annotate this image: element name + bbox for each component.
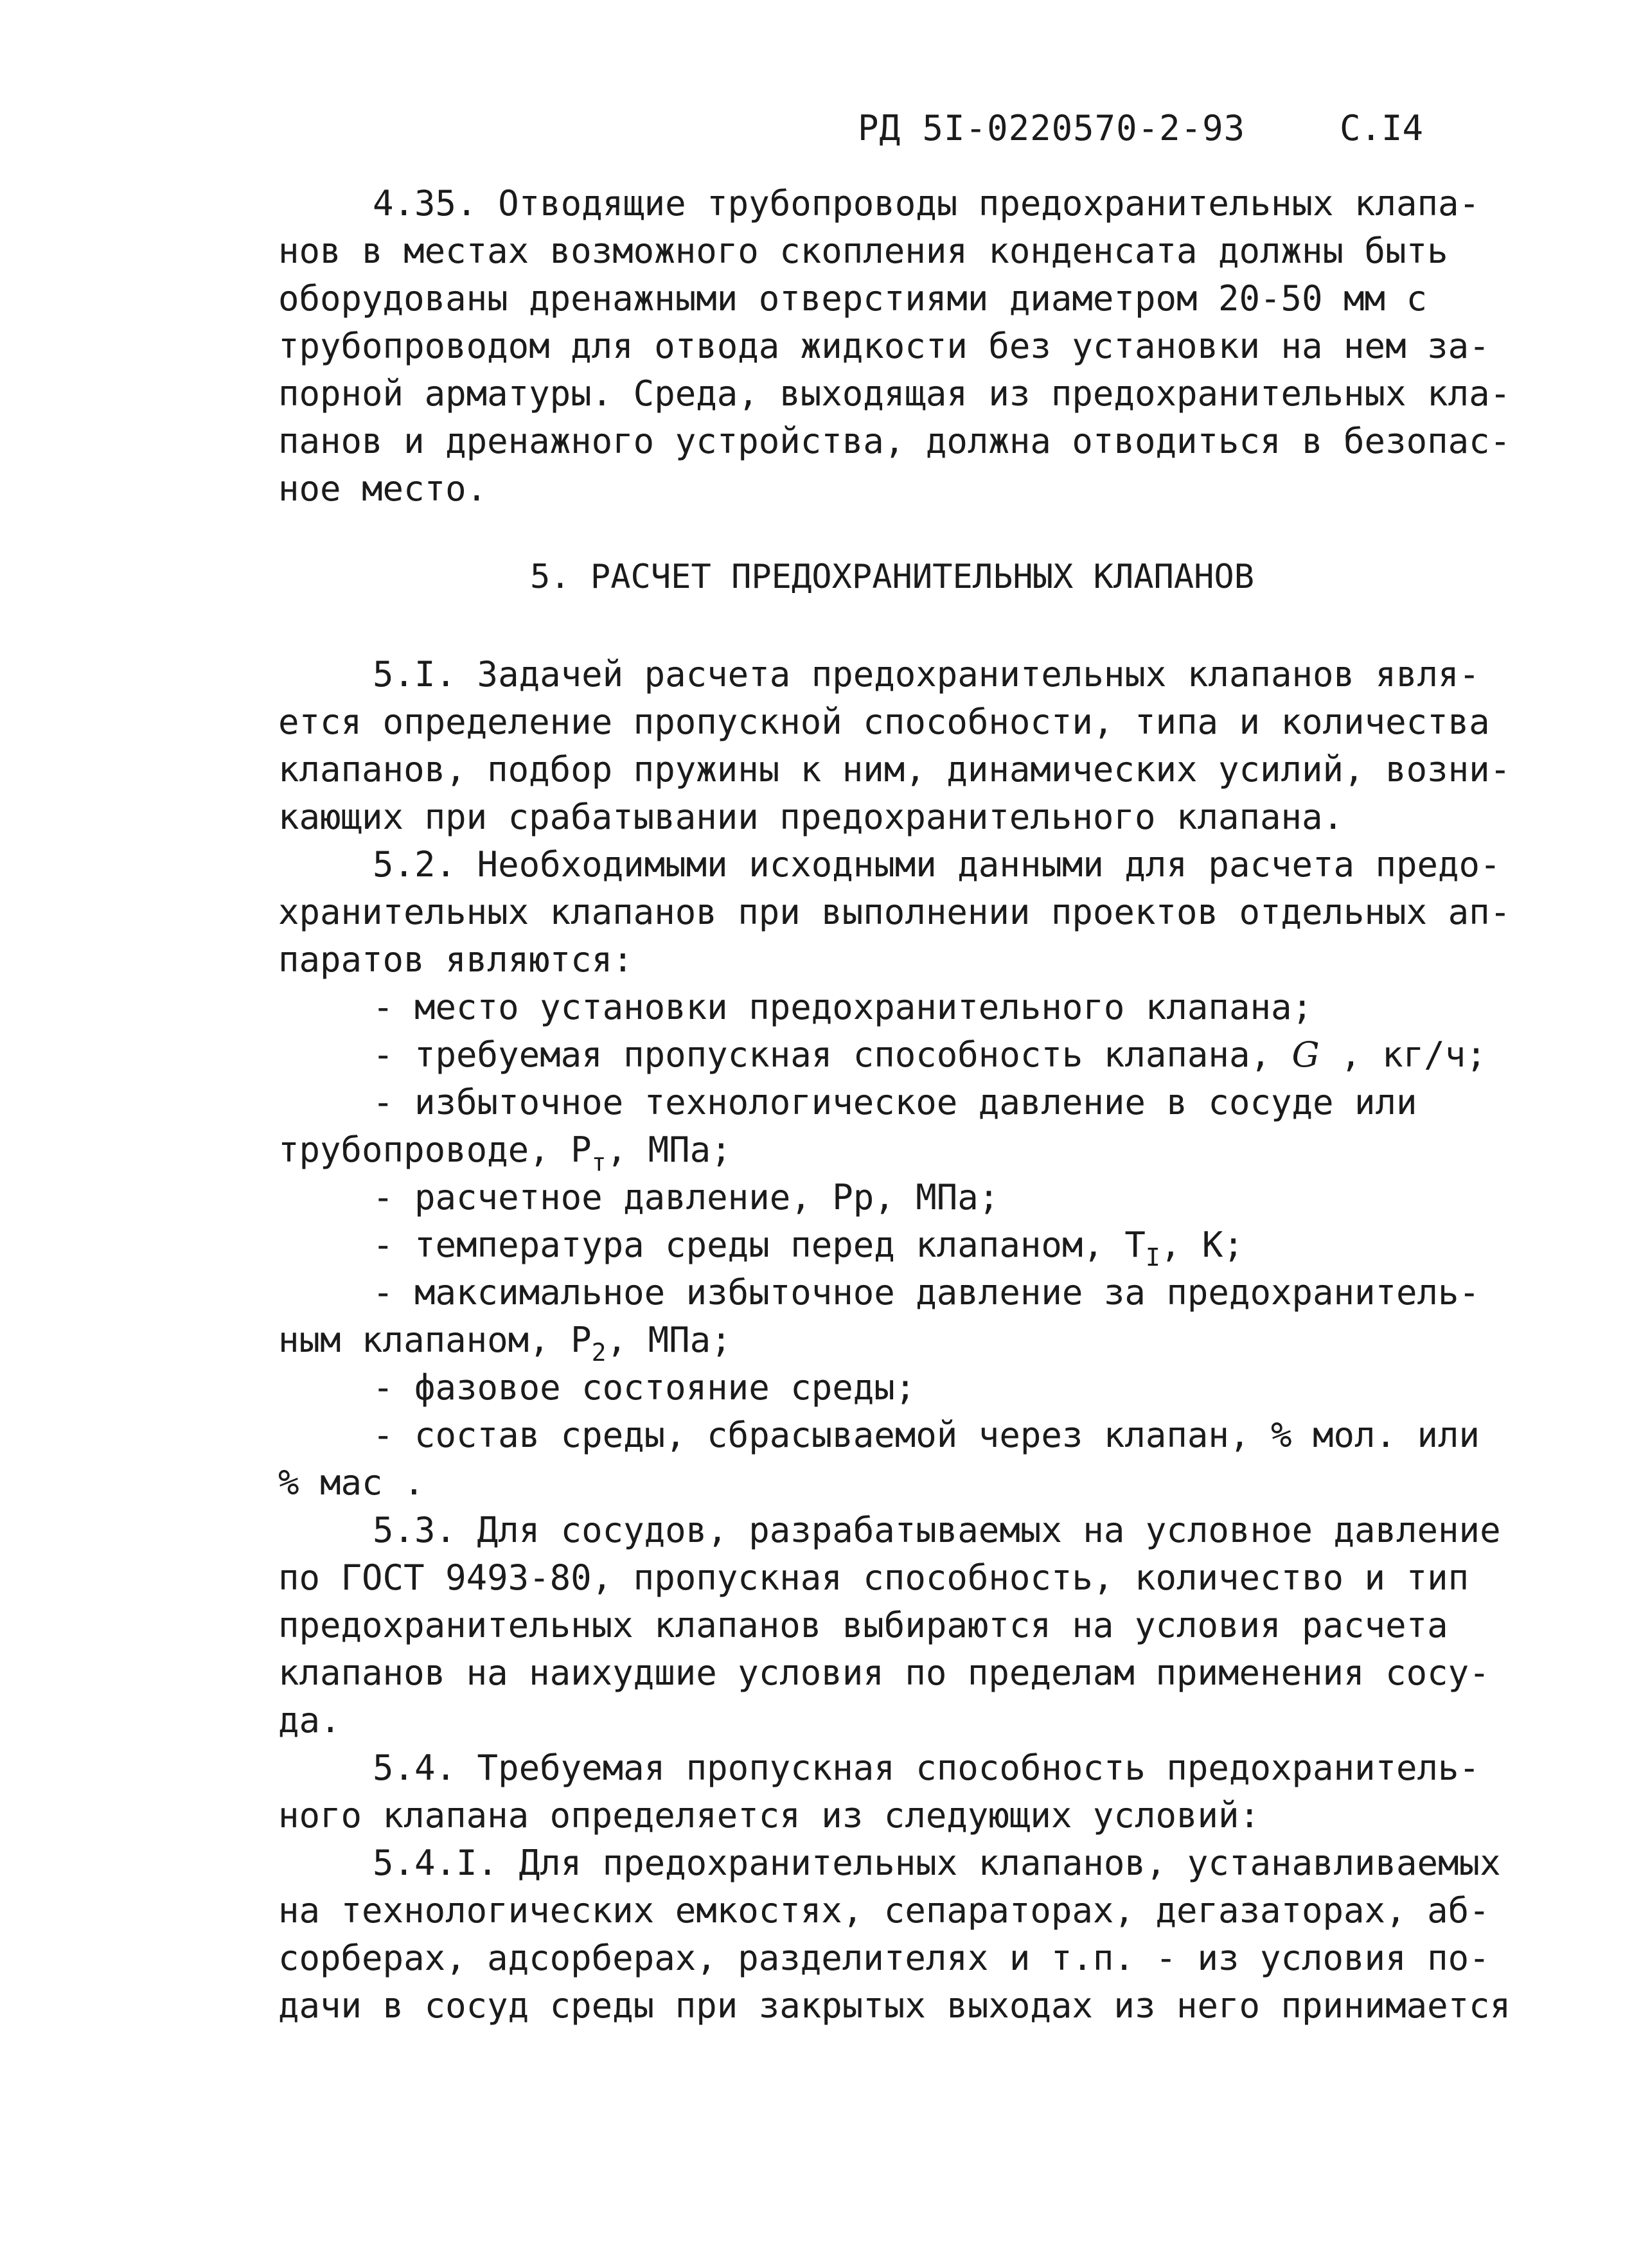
list-item-text: ным клапаном, P — [278, 1320, 592, 1360]
list-item — [373, 1034, 1487, 1075]
text-line: да. — [278, 1700, 341, 1741]
section-heading: 5. РАСЧЕТ ПРЕДОХРАНИТЕЛЬНЫХ КЛАПАНОВ — [530, 558, 1255, 596]
page-number: С.I4 — [1340, 108, 1424, 148]
text-line: 5.3. Для сосудов, разрабатываемых на условное давление — [373, 1510, 1501, 1550]
text-line: нов в местах возможного скопления конденсата должны быть — [278, 231, 1448, 271]
text-line: трубопроводом для отвода жидкости без установки на нем за- — [278, 326, 1490, 366]
subscript: т — [591, 1148, 607, 1176]
list-item: - состав среды, сбрасываемой через клапан, % мол. или — [373, 1415, 1480, 1455]
list-item-text: - требуемая пропускная способность клапана, — [373, 1034, 1271, 1075]
list-item-text: , К; — [1160, 1225, 1244, 1265]
flow-symbol: G — [1291, 1034, 1320, 1075]
text-line: хранительных клапанов при выполнении проектов отдельных ап- — [278, 892, 1511, 932]
text-line: оборудованы дренажными отверстиями диаметром 20-50 мм с — [278, 278, 1428, 319]
text-line: кающих при срабатывании предохранительного клапана. — [278, 797, 1344, 837]
text-line: паратов являются: — [278, 939, 634, 980]
list-item-continuation — [278, 1320, 732, 1367]
text-line: 5.2. Необходимыми исходными данными для расчета предо- — [373, 844, 1501, 885]
text-line: предохранительных клапанов выбираются на условия расчета — [278, 1605, 1448, 1645]
subscript: 2 — [591, 1338, 607, 1367]
list-item: - расчетное давление, Pp, МПа; — [373, 1177, 1000, 1218]
list-item-continuation — [278, 1130, 732, 1176]
text-line: порной арматуры. Среда, выходящая из предохранительных кла- — [278, 373, 1511, 414]
text-line: 4.35. Отводящие трубопроводы предохранительных клапа- — [373, 183, 1480, 224]
list-item-continuation: % мас . — [278, 1462, 425, 1503]
list-item-text: , МПа; — [606, 1320, 732, 1360]
text-line: ного клапана определяется из следующих условий: — [278, 1795, 1261, 1836]
subscript: I — [1145, 1243, 1160, 1271]
text-line: 5.I. Задачей расчета предохранительных клапанов явля- — [373, 654, 1480, 695]
text-line: по ГОСТ 9493-80, пропускная способность, количество и тип — [278, 1557, 1469, 1598]
text-line: клапанов, подбор пружины к ним, динамических усилий, возни- — [278, 749, 1511, 790]
list-item-text: , МПа; — [606, 1130, 732, 1170]
text-line: ется определение пропускной способности, типа и количества — [278, 702, 1490, 742]
text-line: клапанов на наихудшие условия по пределам применения сосу- — [278, 1652, 1490, 1693]
text-line: дачи в сосуд среды при закрытых выходах из него принимается — [278, 1985, 1511, 2026]
text-line: панов и дренажного устройства, должна отводиться в безопас- — [278, 421, 1511, 461]
list-item-text: трубопроводе, P — [278, 1130, 592, 1170]
list-item — [373, 1225, 1244, 1271]
list-item: - место установки предохранительного клапана; — [373, 987, 1313, 1027]
list-item: - фазовое состояние среды; — [373, 1367, 916, 1408]
text-line: ное место. — [278, 468, 488, 509]
text-line: 5.4. Требуемая пропускная способность предохранитель- — [373, 1748, 1480, 1788]
list-item: - избыточное технологическое давление в сосуде или — [373, 1082, 1417, 1122]
document-code: РД 5I-0220570-2-93 — [858, 108, 1246, 148]
text-line: сорберах, адсорберах, разделителях и т.п. - из условия по- — [278, 1938, 1490, 1978]
text-line: на технологических емкостях, сепараторах, дегазаторах, аб- — [278, 1890, 1490, 1931]
list-item-text: , кг/ч; — [1340, 1034, 1487, 1075]
list-item-text: - температура среды перед клапаном, T — [373, 1225, 1146, 1265]
list-item: - максимальное избыточное давление за предохранитель- — [373, 1272, 1480, 1313]
text-line: 5.4.I. Для предохранительных клапанов, устанавливаемых — [373, 1843, 1501, 1883]
